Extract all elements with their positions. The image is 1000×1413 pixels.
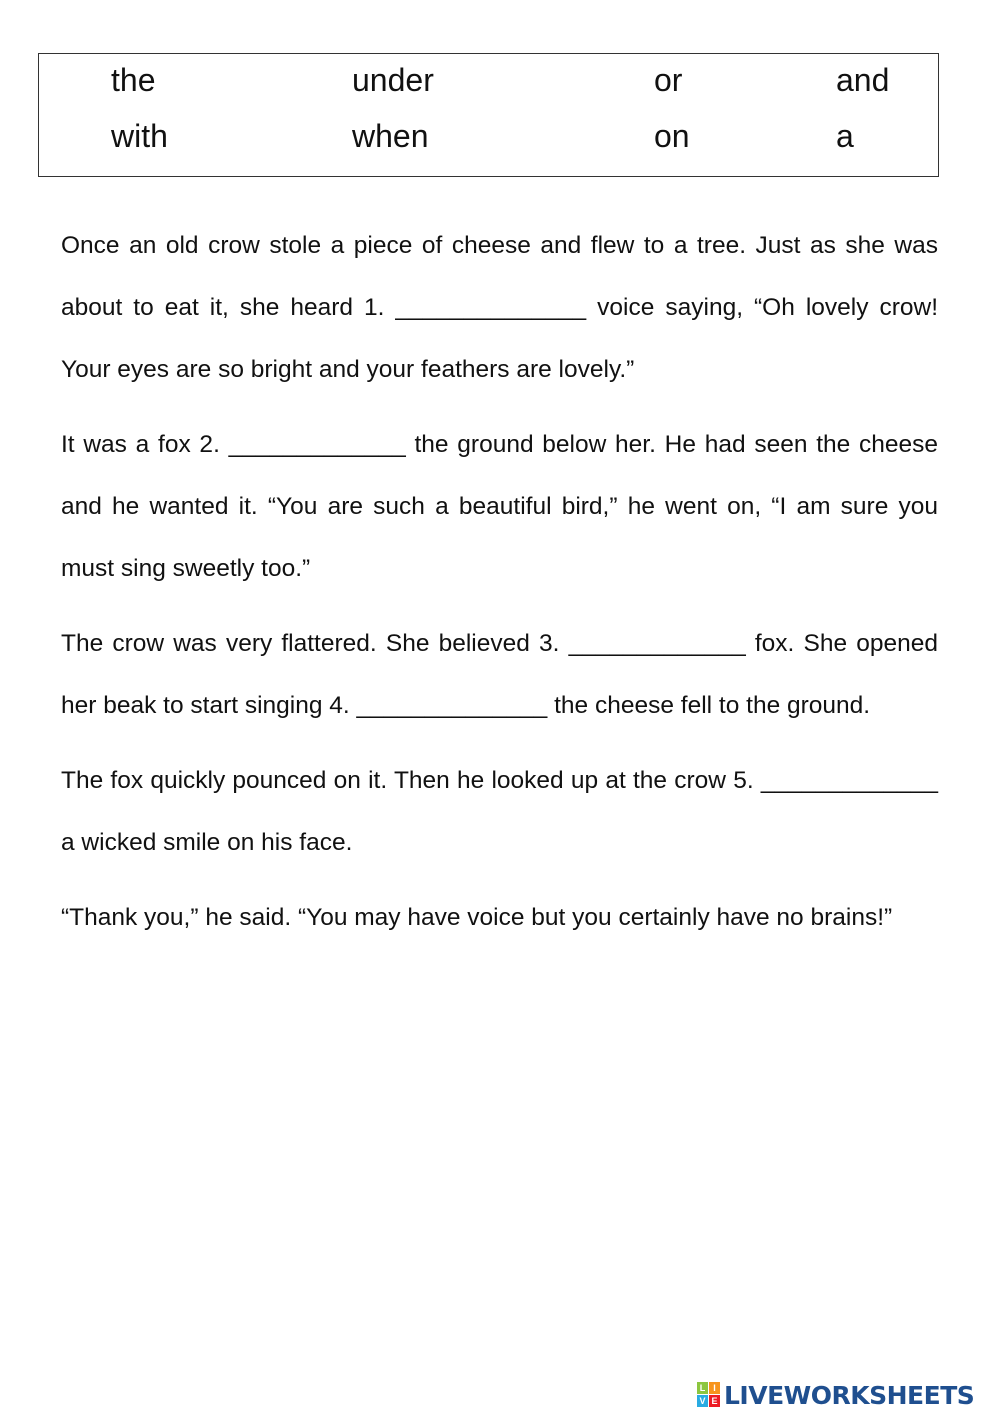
word-bank-item: a (836, 118, 854, 154)
paragraph-text: fox. She opened her beak to start singing 4. (61, 630, 945, 719)
word-bank-item: under (352, 62, 434, 98)
logo-tile: I (709, 1382, 720, 1394)
word-bank-item: on (654, 118, 690, 154)
liveworksheets-logo (697, 1379, 974, 1411)
word-bank-item: or (654, 62, 683, 98)
answer-blank-4[interactable]: ______________ (356, 692, 548, 719)
answer-blank-2[interactable]: _____________ (228, 431, 406, 458)
logo-tile: L (697, 1382, 708, 1394)
word-bank-item: with (111, 118, 168, 154)
logo-tiles-icon (697, 1382, 721, 1408)
paragraph-1 (61, 215, 945, 401)
logo-tile: V (697, 1395, 708, 1407)
answer-blank-1[interactable]: ______________ (395, 294, 587, 321)
logo-tile: E (709, 1395, 720, 1407)
paragraph-text: The crow was very flattered. She believed 3. (61, 630, 569, 657)
paragraph-text: Once an old crow stole a piece of cheese and flew to a tree. Just as she was about to eat it, she heard 1. (61, 232, 945, 321)
paragraph-text: The fox quickly pounced on it. Then he looked up at the crow 5. (61, 767, 761, 794)
paragraph-text: the ground below her. He had seen the cheese and he wanted it. “You are such a beautiful bird,” he went on, “I am sure you must sing sweetly too.” (61, 431, 945, 582)
paragraph-4 (61, 750, 945, 874)
word-bank-item: the (111, 62, 156, 98)
paragraph-text: It was a fox 2. (61, 431, 229, 458)
paragraph-2 (61, 414, 945, 600)
paragraph-text: a wicked smile on his face. (61, 767, 945, 856)
paragraph-text: “Thank you,” he said. “You may have voice but you certainly have no brains!” (61, 904, 893, 931)
paragraph-5 (61, 887, 938, 949)
word-bank-box (38, 53, 939, 177)
word-bank-item: and (836, 62, 890, 98)
answer-blank-3[interactable]: _____________ (568, 630, 746, 657)
story-text (61, 215, 945, 962)
answer-blank-5[interactable]: _____________ (760, 767, 938, 794)
word-bank-item: when (352, 118, 429, 154)
logo-text: LIVEWORKSHEETS (724, 1380, 975, 1410)
paragraph-3 (61, 613, 945, 737)
paragraph-text: voice saying, “Oh lovely crow! Your eyes are so bright and your feathers are lovely.” (61, 294, 945, 383)
paragraph-text: the cheese fell to the ground. (547, 692, 871, 719)
